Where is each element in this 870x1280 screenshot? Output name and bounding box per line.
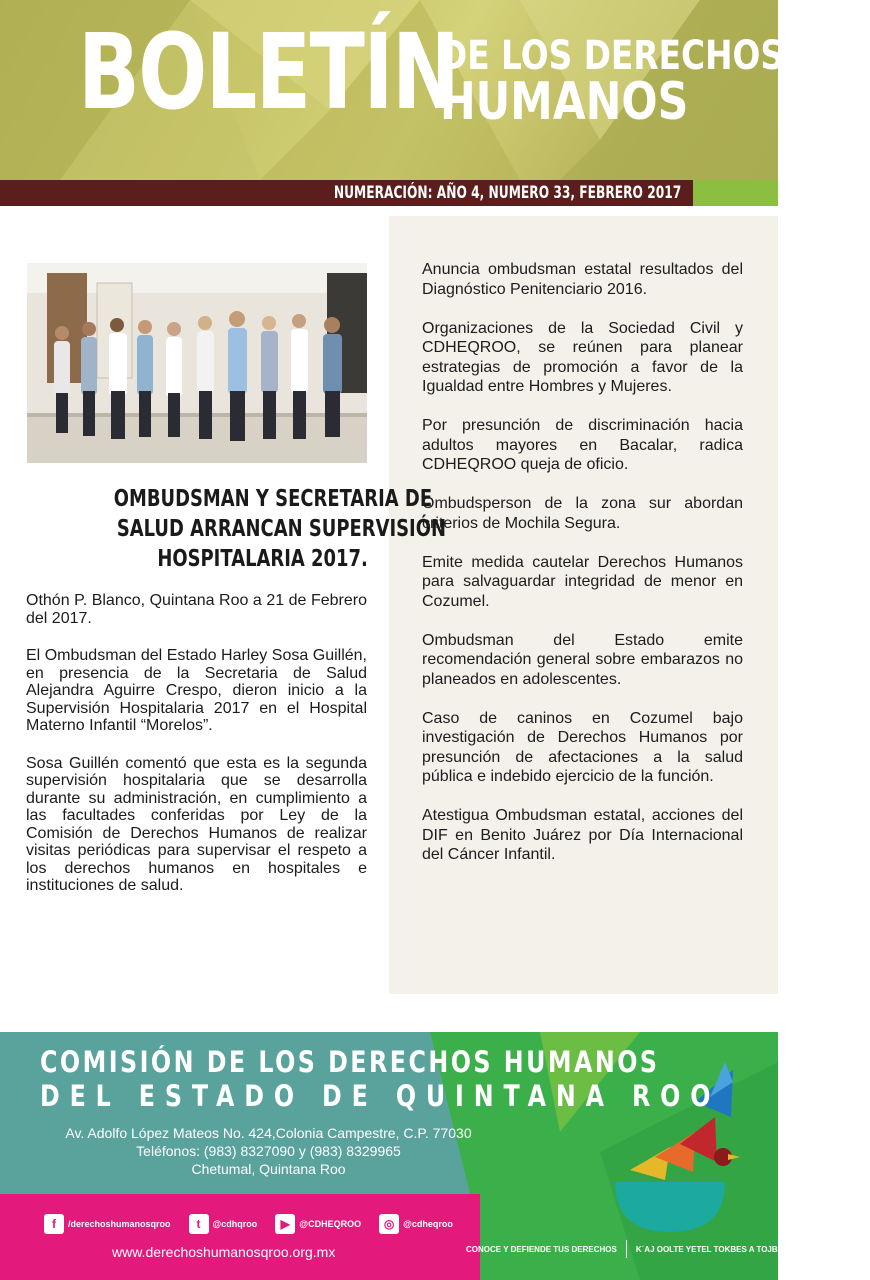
city-line: Chetumal, Quintana Roo	[191, 1161, 346, 1177]
newsletter-title: BOLETÍN	[78, 11, 459, 133]
instagram-link[interactable]	[379, 1214, 453, 1234]
address-block	[36, 1124, 501, 1178]
headline-line-3: HOSPITALARIA 2017.	[157, 546, 368, 572]
headline-line-1: OMBUDSMAN Y SECRETARIA DE	[113, 486, 433, 512]
facebook-link[interactable]	[44, 1214, 171, 1234]
headline-line-2: SALUD ARRANCAN SUPERVISIÓN	[116, 516, 446, 542]
news-list	[422, 260, 743, 884]
news-item[interactable]: Emite medida cautelar Derechos Humanos para salvaguardar integridad de menor en Cozumel.	[422, 553, 743, 610]
address-line: Av. Adolfo López Mateos No. 424,Colonia Campestre, C.P. 77030	[65, 1125, 472, 1141]
facebook-icon: f	[44, 1214, 64, 1234]
youtube-handle: @CDHEQROO	[299, 1219, 362, 1229]
slogan-maya: K´AJ OOLTE YETEL TOKBES A TOJBE´ENILO´OB	[635, 1244, 825, 1254]
website-link[interactable]: www.derechoshumanosqroo.org.mx	[112, 1244, 336, 1260]
social-links	[44, 1214, 453, 1234]
article-photo	[27, 263, 367, 463]
news-item[interactable]: Organizaciones de la Sociedad Civil y CDHEQROO, se reúnen para planear estrategias de promoción a favor de la Igualdad entre Hombres y Mujeres.	[422, 319, 743, 395]
group-photo-illustration	[27, 263, 367, 463]
twitter-icon: t	[189, 1214, 209, 1234]
numeration-bar	[0, 180, 693, 206]
header-banner	[0, 0, 785, 180]
organization-name	[40, 1045, 870, 1113]
article-paragraph: El Ombudsman del Estado Harley Sosa Guillén, en presencia de la Secretaria de Salud Alejandra Aguirre Crespo, dieron inicio a la Supervisión Hospitalaria 2017 en el Hospital Materno Infantil “Morelos”.	[26, 647, 367, 734]
numeration-accent	[693, 180, 778, 206]
instagram-handle: @cdheqroo	[403, 1219, 453, 1229]
subtitle-line-1: DE LOS DERECHOS	[440, 33, 785, 79]
slogan-spanish: CONOCE Y DEFIENDE TUS DERECHOS	[466, 1244, 617, 1254]
twitter-link[interactable]	[189, 1214, 258, 1234]
org-name-line-1: COMISIÓN DE LOS DERECHOS HUMANOS	[40, 1045, 660, 1079]
slogans	[466, 1240, 825, 1258]
youtube-icon: ▶	[275, 1214, 295, 1234]
subtitle-line-2: HUMANOS	[440, 72, 689, 132]
news-item[interactable]: Atestigua Ombudsman estatal, acciones del DIF en Benito Juárez por Día Internacional del Cáncer Infantil.	[422, 807, 743, 863]
newsletter-subtitle	[440, 33, 785, 132]
news-item[interactable]: Caso de caninos en Cozumel bajo investigación de Derechos Humanos por presunción de afectaciones a la salud pública e indebido ejercicio de la función.	[422, 709, 743, 785]
news-item[interactable]: Por presunción de discriminación hacia adultos mayores en Bacalar, radica CDHEQROO queja de oficio.	[422, 417, 743, 473]
social-bar	[0, 1194, 480, 1280]
phone-line: Teléfonos: (983) 8327090 y (983) 8329965	[136, 1143, 401, 1159]
news-item[interactable]: Anuncia ombudsman estatal resultados del Diagnóstico Penitenciario 2016.	[422, 261, 743, 298]
article-headline	[24, 484, 446, 574]
org-name-line-2: DEL ESTADO DE QUINTANA ROO	[40, 1079, 721, 1113]
numeration-text: NUMERACIÓN: AÑO 4, NUMERO 33, FEBRERO 2017	[333, 183, 681, 203]
news-item[interactable]: Ombudsman del Estado emite recomendación general sobre embarazos no planeados en adolescentes.	[422, 631, 743, 688]
article-paragraph: Othón P. Blanco, Quintana Roo a 21 de Febrero del 2017.	[26, 592, 367, 627]
slogan-divider	[626, 1240, 627, 1258]
youtube-link[interactable]	[275, 1214, 361, 1234]
twitter-handle: @cdhqroo	[212, 1219, 258, 1229]
instagram-icon: ◎	[379, 1214, 399, 1234]
news-item[interactable]: Ombudsperson de la zona sur abordan criterios de Mochila Segura.	[422, 495, 743, 532]
article-body	[26, 592, 367, 915]
article-paragraph: Sosa Guillén comentó que esta es la segunda supervisión hospitalaria que se desarrolla durante su administración, en cumplimiento a las facultades conferidas por Ley de la Comisión de Derechos Humanos de realizar visitas periódicas para supervisar el respeto a los derechos humanos en hospitales e instituciones de salud.	[26, 754, 367, 894]
facebook-handle: /derechoshumanosqroo	[68, 1219, 171, 1229]
